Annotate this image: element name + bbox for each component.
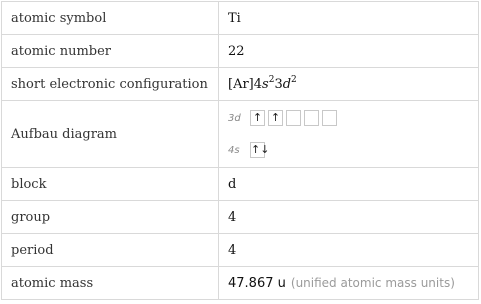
row-value-atomic-number: 22	[219, 35, 479, 68]
row-value-group: 4	[219, 201, 479, 234]
atomic-mass-unit-note: (unified atomic mass units)	[290, 275, 455, 290]
row-value-atomic-mass	[219, 267, 479, 300]
orbital-box	[286, 110, 301, 126]
orbital-box	[322, 110, 337, 126]
row-label-electronic-configuration: short electronic configuration	[2, 68, 219, 101]
row-value-block: d	[219, 168, 479, 201]
orbital-box: ↑	[268, 110, 283, 126]
row-label-aufbau: Aufbau diagram	[2, 101, 219, 168]
orbital-label: 3d	[228, 112, 241, 124]
row-label-period: period	[2, 234, 219, 267]
table-row	[2, 168, 479, 201]
atomic-mass-unit: u	[277, 275, 286, 291]
orbital-label: 4s	[228, 144, 240, 156]
orbital-box: ↑	[250, 110, 265, 126]
table-row	[2, 101, 479, 168]
table-row	[2, 201, 479, 234]
config-d-exponent: 2	[291, 74, 297, 85]
row-label-atomic-number: atomic number	[2, 35, 219, 68]
orbital-row-3d	[228, 108, 478, 128]
row-label-block: block	[2, 168, 219, 201]
orbital-row-4s	[228, 140, 478, 160]
config-three: 3	[274, 76, 283, 92]
row-label-atomic-mass: atomic mass	[2, 267, 219, 300]
table-row	[2, 2, 479, 35]
table-row	[2, 267, 479, 300]
atomic-mass-value: 47.867	[228, 275, 274, 291]
row-label-group: group	[2, 201, 219, 234]
row-label-atomic-symbol: atomic symbol	[2, 2, 219, 35]
config-d: d	[282, 76, 292, 92]
row-value-period: 4	[219, 234, 479, 267]
table-row	[2, 68, 479, 101]
row-value-atomic-symbol: Ti	[219, 2, 479, 35]
config-s: s	[262, 76, 269, 92]
row-value-electronic-configuration	[219, 68, 479, 101]
config-s-exponent: 2	[268, 74, 275, 85]
table-row	[2, 234, 479, 267]
table-row	[2, 35, 479, 68]
properties-table	[1, 1, 479, 300]
config-core: [Ar]4	[228, 76, 263, 92]
aufbau-diagram	[219, 101, 479, 168]
orbital-box: ↑↓	[251, 143, 270, 156]
orbital-box	[304, 110, 319, 126]
